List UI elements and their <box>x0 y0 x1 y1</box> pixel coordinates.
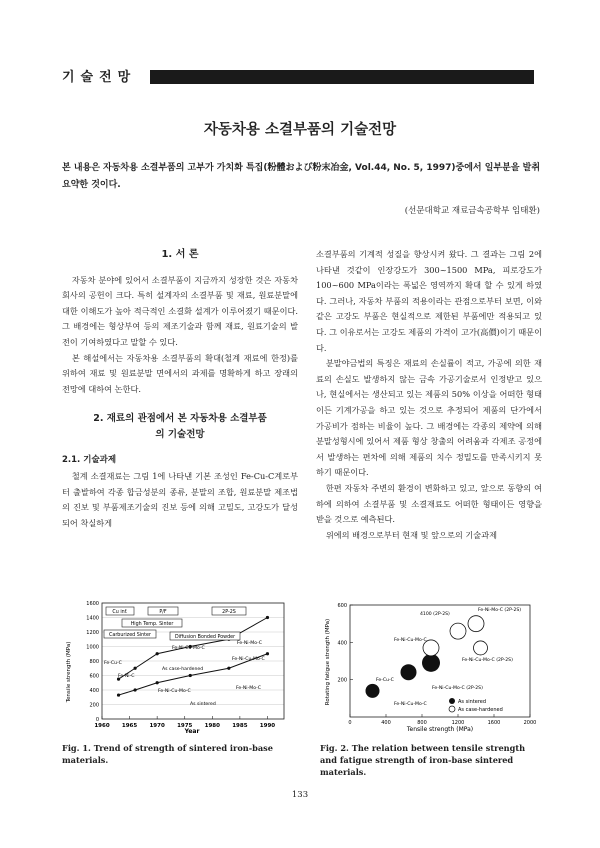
figure-1-annotation: Fe-Ni-Cu-Mo-C <box>172 646 205 651</box>
figure-2-point-sintered <box>401 664 417 680</box>
paragraph: 철계 소결재료는 그림 1에 나타낸 기본 조성인 Fe-Cu-C계로부터 출발하여 각종 합금성분의 종류, 분말의 조합, 원료분말 제조법의 진보 및 부품제조기술의 진보 등에 의해 고밀도, 고강도가 달성되어 착실하게 <box>62 470 298 528</box>
figure-2-annotation: Fe-Ni-Mo-C (2P-2S) <box>478 608 522 613</box>
figure-2-ytick-label: 400 <box>337 640 347 647</box>
figure-2-annotation: 4100 (2P-2S) <box>420 612 450 617</box>
section-rule <box>150 70 534 84</box>
paragraph: 소결부품의 기계적 성질을 향상시켜 왔다. 그 결과는 그림 2에 나타낸 것같이 인장강도가 300~1500 MPa, 피로강도가 100~600 MPa이라는 폭넓은 영역까지 확대 할 수 있게 하였다. 그러나, 자동차 부품의 적용이라는 관점으로부터 보면, 이와 같은 고강도 부품은 현실적으로 제한된 부품에만 적용되고 있다. 그 이유로서는 고강도 제품의 가격이 고가(高價)이기 때문이다. <box>316 249 542 353</box>
section-tag-label: 기술전망 <box>62 70 137 85</box>
figure-2-annotation: Fe-Ni-Cu-Mo-C <box>394 638 427 643</box>
figure-1-labels <box>104 640 265 707</box>
paragraph: 위에의 배경으로부터 현재 및 앞으로의 기술과제 <box>325 529 498 540</box>
figure-2-point-case-hardened <box>474 641 488 655</box>
figure-1-ytick-label: 1400 <box>86 615 99 622</box>
figure-1-data-point <box>227 667 230 670</box>
figure-1-ytick-label: 1600 <box>86 601 99 607</box>
figure-2-legend-label: As case-hardened <box>458 707 503 713</box>
figure-1-legend-box-label: Carburized Sinter <box>109 633 151 638</box>
figure-1-ytick-label: 800 <box>89 659 99 665</box>
figure-1-xtick-label: 1980 <box>204 723 220 729</box>
figure-2-labels <box>376 607 521 707</box>
figure-2-xtick-label: 800 <box>417 720 427 726</box>
figure-1-data-point <box>133 688 136 691</box>
figure-1-data-point <box>266 616 269 619</box>
figure-1-caption: Fig. 1. Trend of strength of sintered iron-base materials. <box>62 743 273 765</box>
figure-1-annotation: Fe-Cu-C <box>104 661 122 666</box>
figure-2-annotation: Fe-Ni-Cu-Mo-C (2P-2S) <box>432 686 483 691</box>
figure-1-legend-box-label: 2P-2S <box>222 610 236 615</box>
figure-2-ylabel: Rotating fatigue strength (MPa) <box>325 618 331 706</box>
right-column <box>316 247 542 543</box>
paragraph: 한편 자동차 주변의 환경이 변화하고 있고, 앞으로 동향의 여하에 의하여 소결부품 및 소결재료도 어떠한 형태이든 영향을 받을 것으로 예측된다. <box>316 482 542 525</box>
figure-1-xtick-label: 1960 <box>94 723 110 729</box>
figure-2-point-sintered <box>366 684 380 698</box>
subsection-2-1-heading: 2.1. 기술과제 <box>62 455 117 466</box>
paragraph: 본 해설에서는 자동차용 소결부품의 확대(철계 재료에 한정)를 위하여 재료 및 원료분말 면에서의 과제를 명확하게 하고 장래의 전망에 대하여 논한다. <box>62 352 298 394</box>
figure-1-ytick-label: 0 <box>95 717 99 723</box>
figure-2-point-case-hardened <box>468 616 484 632</box>
figure-1-legend-box-label: Cu inf. <box>112 610 128 615</box>
paragraph: 분말야금법의 특징은 재료의 손실률이 적고, 가공에 의한 재료의 손실도 발생하지 않는 금속 가공기술로서 인정받고 있으나, 현실에서는 생산되고 있는 제품의 50% 이상을 어떠한 형태이든 기계가공을 하고 있는 것으로 추정되어 제품의 단가에서 가공비가 점하는 비율이 높다. 그 배경에는 각종의 제약에 의해 분말성형시에 있어서 제품 형상 창출의 어려움과 각제조 공정에서 발생하는 편차에 의해 제품의 치수 정밀도를 만족시키지 못하기 때문이다. <box>316 358 542 478</box>
figure-2-point-sintered <box>422 654 440 672</box>
section-2-heading-line2: 의 기술전망 <box>155 429 205 441</box>
figure-2-point-case-hardened <box>450 623 466 639</box>
figure-1-data-point <box>266 652 269 655</box>
figure-1-annotation: Fe-Ni-Mo-C <box>236 686 261 691</box>
section-tag <box>62 66 152 88</box>
figure-1-ytick-label: 1200 <box>86 630 99 636</box>
figure-2-xlabel: Tensile strength (MPa) <box>406 726 474 733</box>
intro-text: 본 내용은 자동차용 소결부품의 고부가 가치화 특집(粉體および粉末冶金, Vol.44, No. 5, 1997)중에서 일부분을 발취 요약한 것이다. <box>62 163 541 190</box>
figure-2-legend <box>449 698 503 713</box>
figure-2-legend-label: As sintered <box>458 699 487 705</box>
figure-1-legend-box-label: Diffusion Bonded Powder <box>174 635 236 640</box>
figure-1-xtick-label: 1970 <box>149 723 165 729</box>
figure-1-xlabel: Year <box>184 728 200 735</box>
figure-2-annotation: Fe-Ni-Cu-Mo-C (2P-2S) <box>462 658 513 663</box>
paragraph: 자동차 분야에 있어서 소결부품이 지금까지 성장한 것은 자동차회사의 공헌이 크다. 특히 설계자의 소결부품 및 재료, 원료분말에 대한 이해도가 높아 적극적인 소결화 설계가 이루어졌기 때문이다. 그 배경에는 형상부여 등의 제조기술과 함께 재료, 원료기술의 발전이 기여하였다고 말할 수 있다. <box>62 274 298 347</box>
figure-2-caption: Fig. 2. The relation between tensile strength and fatigue strength of iron-base sintered materials. <box>320 743 526 777</box>
figure-1-annotation: Fe-Ni-Mo-C <box>237 641 262 646</box>
figure-1-legend-box-label: P/F <box>159 610 167 615</box>
figure-1-ytick-label: 1000 <box>86 644 99 651</box>
figure-1-legend-boxes <box>104 607 246 640</box>
page-number: 133 <box>291 790 309 800</box>
figure-1-ytick-label: 400 <box>89 688 99 694</box>
figure-2-xtick-label: 2000 <box>523 720 537 726</box>
figure-1-ytick-label: 200 <box>89 702 99 709</box>
figure-1-annotation: Fe-Ni-C <box>118 674 135 679</box>
figure-2-xtick-label: 0 <box>348 720 352 726</box>
figure-1-xtick-label: 1975 <box>177 723 193 729</box>
section-1-heading: 1. 서 론 <box>161 249 199 260</box>
figure-1-xtick-label: 1965 <box>121 723 138 729</box>
figure-1-ylabel: Tensile strength (MPa) <box>66 641 72 703</box>
figure-2-chart <box>320 597 542 735</box>
figure-1-data-point <box>189 674 192 677</box>
figure-2-legend-marker-case-hardened <box>449 706 455 712</box>
figure-1-xtick-label: 1990 <box>259 723 276 729</box>
figure-2-annotation: Fe-Ni-Cu-Mo-C <box>394 702 427 707</box>
left-column <box>62 247 298 531</box>
figure-2-xtick-label: 400 <box>381 720 391 726</box>
article-title: 자동차용 소결부품의 기술전망 <box>203 122 397 138</box>
figure-2-ytick-label: 200 <box>337 677 347 684</box>
figure-1-data-point <box>133 667 136 670</box>
figure-1-annotation: Fe-Ni-Cu-Mo-C <box>158 689 191 694</box>
section-2-heading-line1: 2. 재료의 관점에서 본 자동차용 소결부품 <box>93 413 267 425</box>
figure-1-annotation: Fe-Ni-Cu-Mo-C <box>232 657 265 662</box>
figure-2-xtick-label: 1200 <box>451 720 465 726</box>
figure-1-chart <box>62 597 292 735</box>
figure-2-legend-marker-sintered <box>449 698 455 704</box>
figure-1-data-point <box>117 693 120 696</box>
author-affiliation: (선문대학교 재료금속공학부 임태환) <box>404 206 540 216</box>
figure-1-annotation: As sintered <box>190 702 216 707</box>
figure-2-xtick-label: 1600 <box>487 720 501 726</box>
figure-2-annotation: Fe-Cu-C <box>376 678 394 683</box>
figure-1-annotation: As case-hardened <box>162 667 204 672</box>
figure-1-legend-box-label: High Temp. Sinter <box>130 622 174 627</box>
figure-1-data-point <box>156 681 159 684</box>
figure-2-ytick-label: 600 <box>337 603 347 609</box>
figure-1-xtick-label: 1985 <box>232 723 248 729</box>
figure-1-ytick-label: 600 <box>89 673 99 680</box>
section-2-heading <box>62 411 298 443</box>
figure-1-data-point <box>156 652 159 655</box>
